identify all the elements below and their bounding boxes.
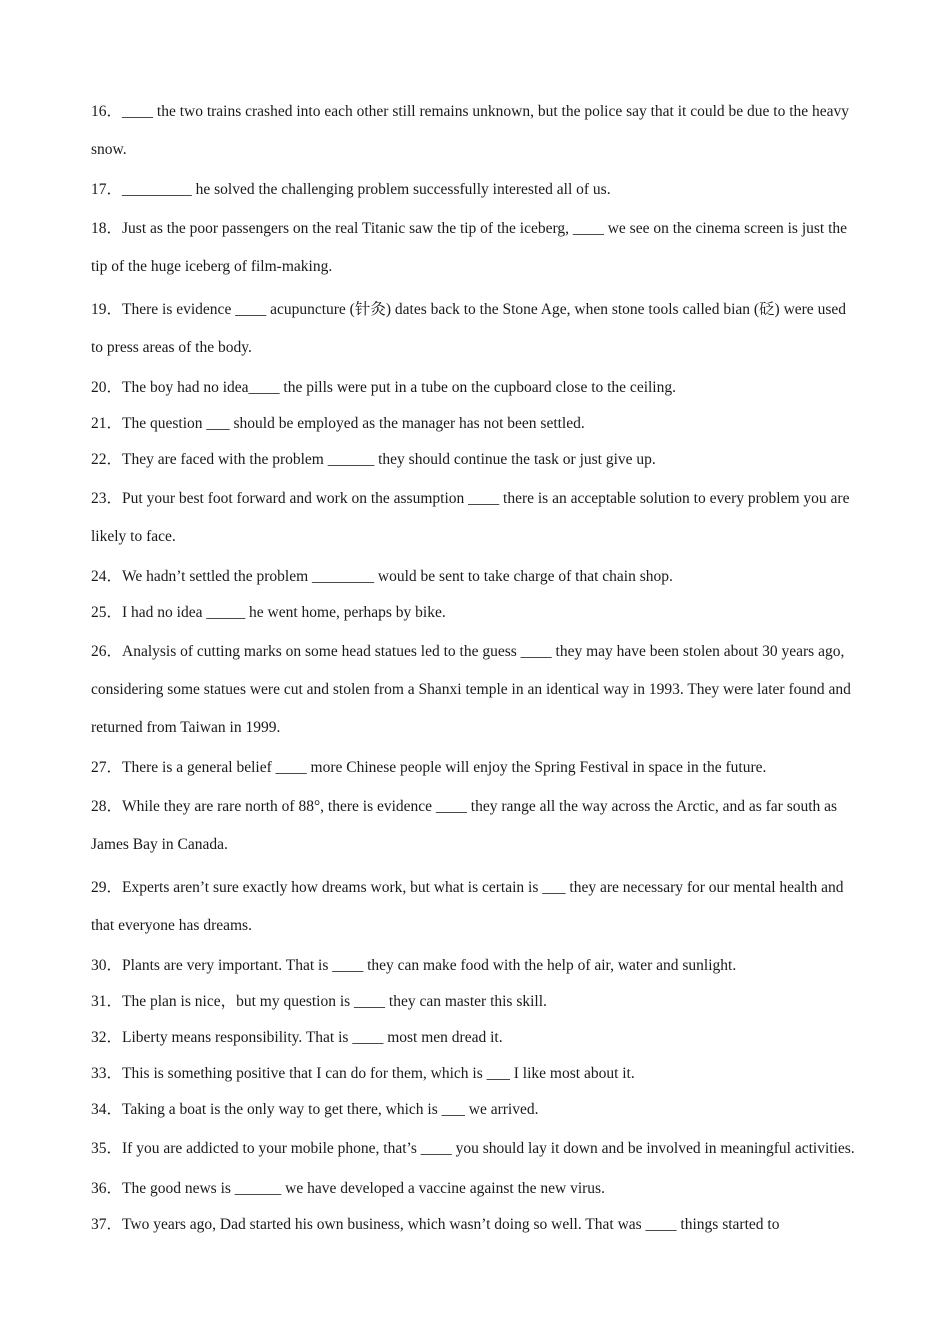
question-33 [91,1058,861,1089]
question-number: 31． [91,993,123,1010]
question-text: _________ he solved the challenging problem successfully interested all of us. [122,181,611,198]
question-26 [91,633,861,747]
question-text: They are faced with the problem ______ they should continue the task or just give up. [122,451,656,468]
question-24 [91,561,861,592]
question-number: 20． [91,379,123,396]
question-text: The good news is ______ we have developed a vaccine against the new virus. [122,1180,605,1197]
question-text: Two years ago, Dad started his own business, which wasn’t doing so well. That was ____ things started to [122,1216,780,1233]
question-number: 21． [91,415,123,432]
question-text: The boy had no idea____ the pills were put in a tube on the cupboard close to the ceiling. [122,379,676,396]
question-29 [91,869,861,945]
question-32 [91,1022,861,1053]
question-17 [91,174,861,205]
question-number: 34． [91,1101,123,1118]
question-16 [91,93,861,169]
question-34 [91,1094,861,1125]
question-25 [91,597,861,628]
question-text: Taking a boat is the only way to get there, which is ___ we arrived. [122,1101,539,1118]
question-21 [91,408,861,439]
question-number: 26． [91,643,123,660]
question-number: 33． [91,1065,123,1082]
question-number: 24． [91,568,123,585]
question-number: 18． [91,220,123,237]
question-30 [91,950,861,981]
question-text: We hadn’t settled the problem ________ would be sent to take charge of that chain shop. [122,568,673,585]
question-number: 25． [91,604,123,621]
question-text: The plan is nice，but my question is ____ they can master this skill. [122,993,547,1010]
question-text: Analysis of cutting marks on some head statues led to the guess ____ they may have been stolen about 30 years ago, considering some statues were cut and stolen from a Shanxi temple in an identical way in 1993. They were later found and returned from Taiwan in 1999. [91,643,851,736]
question-number: 30． [91,957,123,974]
question-number: 29． [91,879,123,896]
question-text: ____ the two trains crashed into each other still remains unknown, but the police say that it could be due to the heavy snow. [91,103,850,158]
question-number: 19． [91,301,123,318]
question-number: 22． [91,451,123,468]
question-22 [91,444,861,475]
question-text: The question ___ should be employed as the manager has not been settled. [122,415,585,432]
question-27 [91,752,861,783]
question-number: 37． [91,1216,123,1233]
question-text: There is evidence ____ acupuncture (针灸) dates back to the Stone Age, when stone tools called bian (砭) were used to press areas of the body. [91,301,846,356]
question-number: 28． [91,798,123,815]
question-text: I had no idea _____ he went home, perhaps by bike. [122,604,446,621]
question-number: 23． [91,490,123,507]
question-19 [91,291,861,367]
question-number: 16． [91,103,123,120]
question-text: Liberty means responsibility. That is ____ most men dread it. [122,1029,503,1046]
question-37 [91,1209,861,1240]
question-35 [91,1130,861,1168]
question-23 [91,480,861,556]
question-text: Experts aren’t sure exactly how dreams work, but what is certain is ___ they are necessary for our mental health and that everyone has dreams. [91,879,844,934]
question-text: Just as the poor passengers on the real Titanic saw the tip of the iceberg, ____ we see on the cinema screen is just the tip of the huge iceberg of film-making. [91,220,848,275]
question-number: 32． [91,1029,123,1046]
question-text: Put your best foot forward and work on the assumption ____ there is an acceptable solution to every problem you are likely to face. [91,490,850,545]
question-text: While they are rare north of 88°, there is evidence ____ they range all the way across the Arctic, and as far south as James Bay in Canada. [91,798,838,853]
question-text: Plants are very important. That is ____ they can make food with the help of air, water and sunlight. [122,957,737,974]
question-number: 36． [91,1180,123,1197]
question-number: 17． [91,181,123,198]
question-number: 35． [91,1140,123,1157]
question-list [91,93,861,1245]
question-18 [91,210,861,286]
question-text: This is something positive that I can do for them, which is ___ I like most about it. [122,1065,635,1082]
question-36 [91,1173,861,1204]
question-text: If you are addicted to your mobile phone, that’s ____ you should lay it down and be involved in meaningful activities. [122,1140,855,1157]
question-text: There is a general belief ____ more Chinese people will enjoy the Spring Festival in space in the future. [122,759,767,776]
question-number: 27． [91,759,123,776]
question-28 [91,788,861,864]
question-31 [91,986,861,1017]
question-20 [91,372,861,403]
